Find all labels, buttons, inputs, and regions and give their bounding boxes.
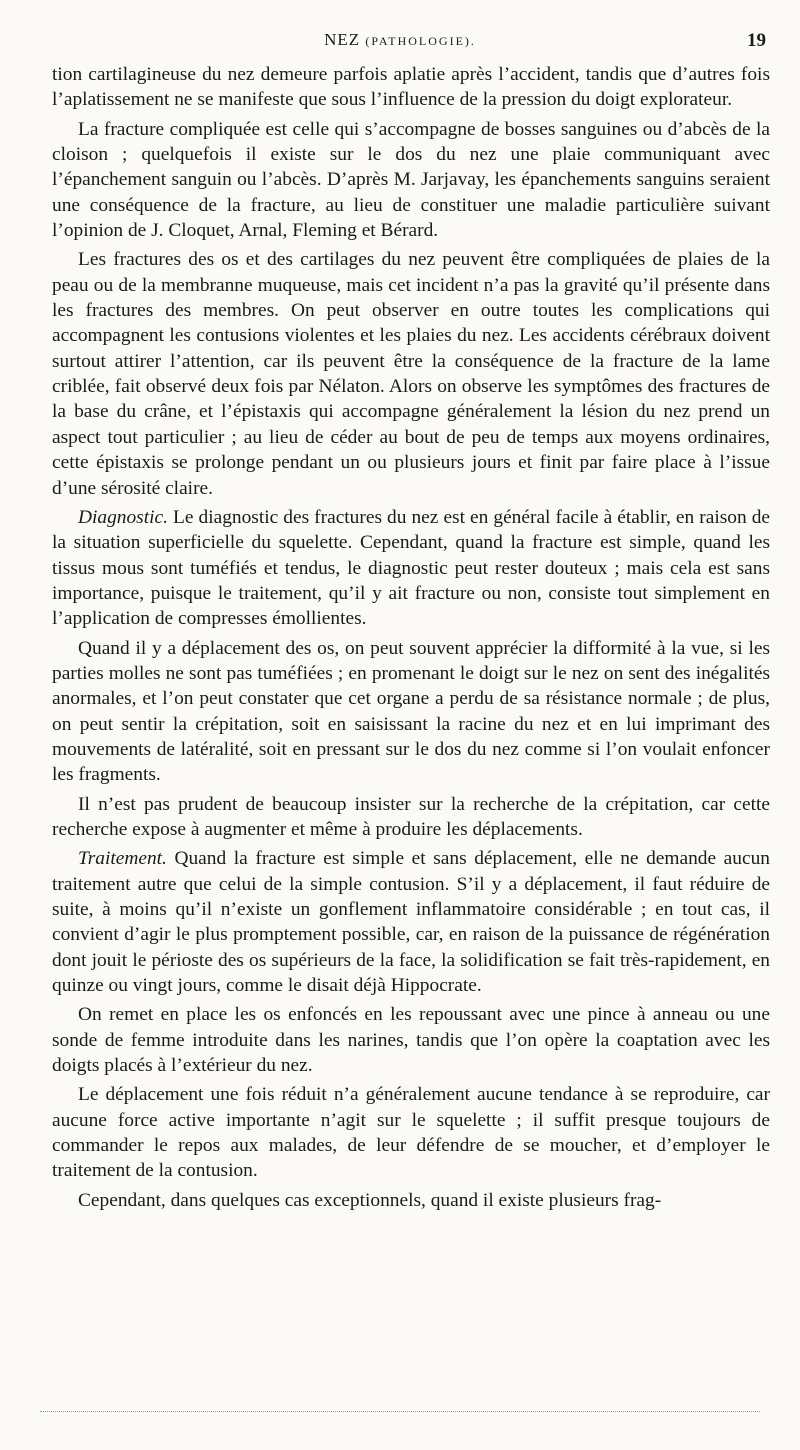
paragraph-text: Il n’est pas prudent de beaucoup insister sur la recherche de la crépitation, car cette recherche expose à augmenter et même à produire les déplacements. [52,793,770,840]
paragraph-diagnostic [52,505,770,632]
running-head [0,30,800,56]
paragraph-text: Quand il y a déplacement des os, on peut souvent apprécier la difformité à la vue, si les parties molles ne sont pas tuméfiées ; en promenant le doigt sur le nez on sent des inégalités anormales, et l’on peut constater que cet organe a perdu de sa résistance normale ; de plus, on peut sentir la crépitation, soit en saisissant la racine du nez et en lui imprimant des mouvements de latéralité, soit en pressant sur le dos du nez comme si l’on voulait enfoncer les fragments. [52,637,770,786]
paragraph [52,117,770,244]
paragraph [52,62,770,113]
paragraph-text: Cependant, dans quelques cas exceptionnels, quand il existe plusieurs frag- [78,1189,662,1211]
footer-divider [40,1411,760,1412]
paragraph [52,636,770,788]
paragraph-text: La fracture compliquée est celle qui s’accompagne de bosses sanguines ou d’abcès de la cloison ; quelquefois il existe sur le dos du nez une plaie communiquant avec l’épanchement sanguin ou l’abcès. D’après M. Jarjavay, les épanchements sanguins seraient une conséquence de la fracture, au lieu de constituer une maladie particulière suivant l’opinion de J. Cloquet, Arnal, Fleming et Bérard. [52,118,770,242]
paragraph-text: On remet en place les os enfoncés en les repoussant avec une pince à anneau ou une sonde de femme introduite dans les narines, tandis que l’on opère la coaptation avec les doigts placés à l’extérieur du nez. [52,1004,770,1077]
paragraph [52,247,770,500]
page-number: 19 [747,30,766,51]
paragraph-text: Le déplacement une fois réduit n’a généralement aucune tendance à se reproduire, car aucune force active importante n’agit sur le squelette ; il suffit presque toujours de commander le repos aux malades, de leur défendre de se moucher, et d’employer le traitement de la contusion. [52,1084,770,1182]
paragraph-text: Le diagnostic des fractures du nez est en général facile à établir, en raison de la situation superficielle du squelette. Cependant, quand la fracture est simple, quand les tissus mous sont tuméfiés et tendus, le diagnostic peut rester douteux ; mais cela est sans importance, puisque le traitement, qu’il y ait fracture ou non, consiste tout simplement en l’application de compresses émollientes. [52,506,770,630]
paragraph [52,1002,770,1078]
section-lead-diagnostic: Diagnostic. [78,506,168,528]
paragraph-traitement [52,846,770,998]
paragraph-text: Quand la fracture est simple et sans déplacement, elle ne demande aucun traitement autre que celui de la simple contusion. S’il y a déplacement, il faut réduire de suite, à moins qu’il n’existe un gonflement inflammatoire considérable ; en tout cas, il convient d’agir le plus promptement possible, car, en raison de la puissance de régénération dont jouit le périoste des os supérieurs de la face, la solidification se fait très-rapidement, en quinze ou vingt jours, comme le disait déjà Hippocrate. [52,848,770,997]
running-title [0,30,800,50]
paragraph-text: tion cartilagineuse du nez demeure parfois aplatie après l’accident, tandis que d’autres fois l’aplatissement ne se manifeste que sous l’influence de la pression du doigt explorateur. [52,64,770,111]
paragraph [52,1188,770,1213]
paragraph-text: Les fractures des os et des cartilages du nez peuvent être compliquées de plaies de la peau ou de la membranne muqueuse, mais cet incident n’a pas la gravité qu’il présente dans les fractures des membres. On peut observer en outre toutes les complications qui accompagnent les contusions violentes et les plaies du nez. Les accidents cérébraux doivent surtout attirer l’attention, car ils peuvent être la conséquence de la fracture de la lame criblée, fait observé deux fois par Nélaton. Alors on observe les symptômes des fractures de la base du crâne, et l’épistaxis qui accompagne généralement la lésion du nez prend un aspect tout particulier ; au lieu de céder au bout de peu de temps aux moyens ordinaires, cette épistaxis se prolonge pendant un ou plusieurs jours et finit par faire place à l’issue d’une sérosité claire. [52,249,770,499]
running-title-subtitle: (PATHOLOGIE). [365,34,476,48]
running-title-main: NEZ [324,30,361,49]
paragraph [52,792,770,843]
section-lead-traitement: Traitement. [78,848,167,870]
body-text [52,62,770,1217]
paragraph [52,1082,770,1183]
